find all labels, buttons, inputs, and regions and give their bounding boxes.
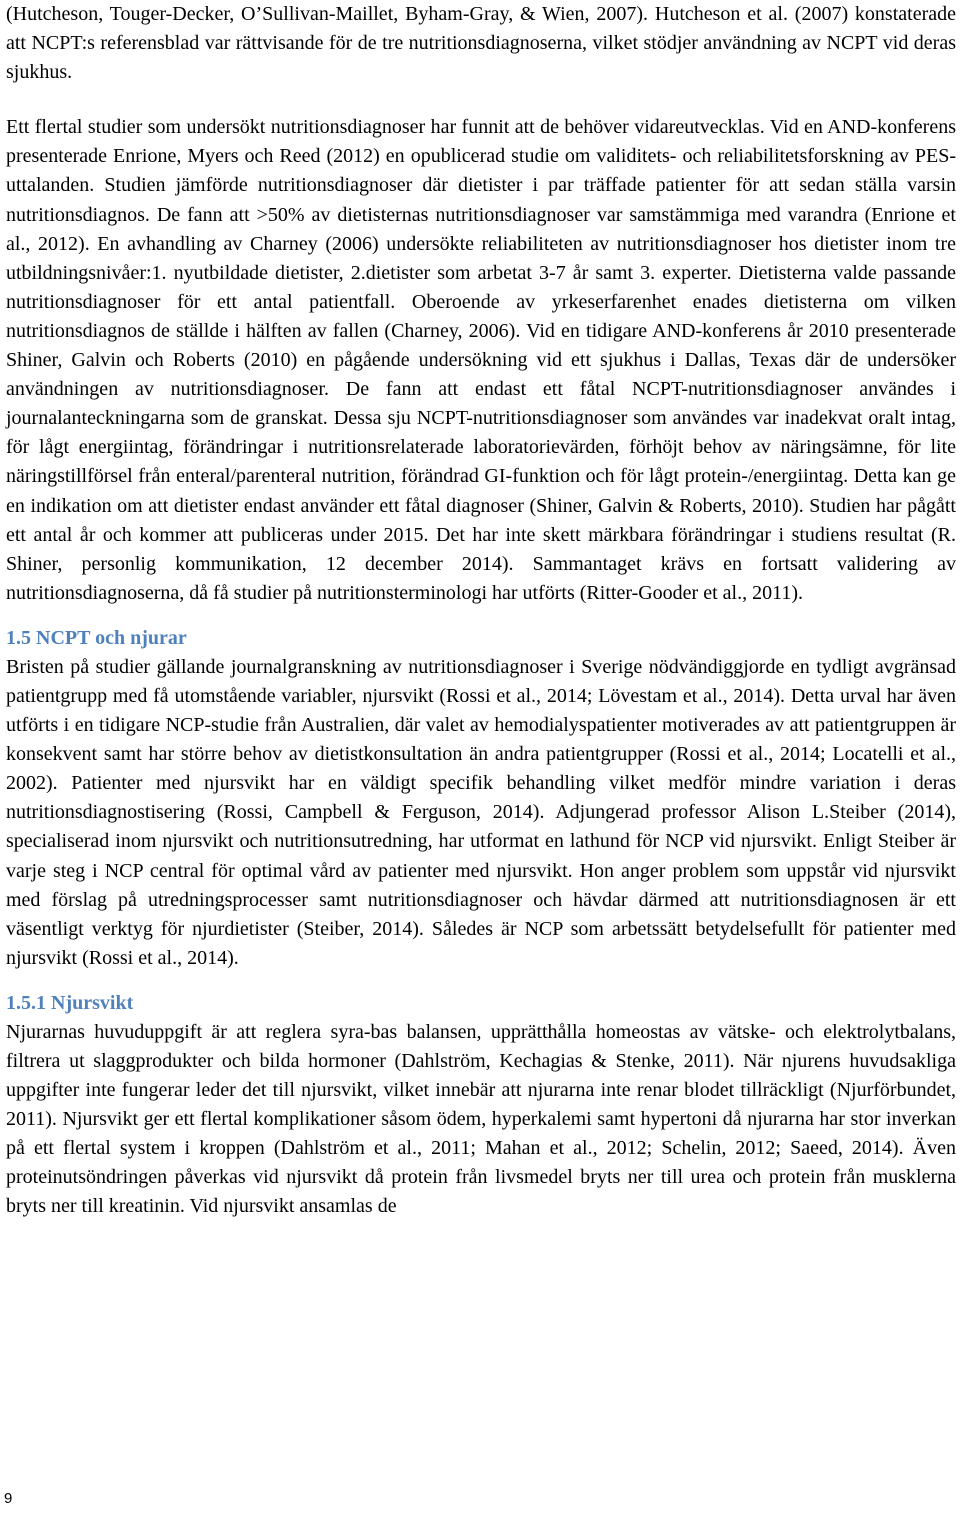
paragraph-njursvikt: Njurarnas huvuduppgift är att reglera syra-bas balansen, upprätthålla homeostas av vätske- och elektrolytbalans, filtrera ut slaggprodukter och bilda hormoner (Dahlström, Kechagias & Stenke, 2011). När njurens huvudsakliga uppgifter inte fungerar leder det till njursvikt, vilket innebär att njurarna inte renar blodet tillräckligt (Njurförbundet, 2011). Njursvikt ger ett flertal komplikationer såsom ödem, hyperkalemi samt hypertoni då njurarna har stor inverkan på ett flertal system i kroppen (Dahlström et al., 2011; Mahan et al., 2012; Schelin, 2012; Saeed, 2014). Även proteinutsöndringen påverkas vid njursvikt då protein från livsmedel bryts ner till urea och protein från musklerna bryts ner till kreatinin. Vid njursvikt ansamlas de [6, 1020, 956, 1218]
paragraph-studies: Ett flertal studier som undersökt nutritionsdiagnoser har funnit att de behöver vidareutvecklas. Vid en AND-konferens presenterade Enrione, Myers och Reed (2012) en opublicerad studie om validitets- och reliabilitetsforskning av PES-uttalanden. Studien jämförde nutritionsdiagnoser där dietister i par träffade patienter för att sedan ställa varsin nutritionsdiagnos. De fann att >50% av dietisternas nutritionsdiagnoser var samstämmiga med varandra (Enrione et al., 2012). En avhandling av Charney (2006) undersökte reliabiliteten av nutritionsdiagnoser hos dietister inom tre utbildningsnivåer:1. nyutbildade dietister, 2.dietister som arbetat 3-7 år samt 3. experter. Dietisterna valde passande nutritionsdiagnoser för ett antal patientfall. Oberoende av yrkeserfarenhet enades dietisterna om vilken nutritionsdiagnos de ställde i hälften av fallen (Charney, 2006). Vid en tidigare AND-konferens år 2010 presenterade Shiner, Galvin och Roberts (2010) en pågående undersökning vid ett sjukhus i Dallas, Texas där de undersöker användningen av nutritionsdiagnoser. De fann att endast ett fåtal NCPT-nutritionsdiagnoser användes i journalanteckningarna som de granskat. Dessa sju NCPT-nutritionsdiagnoser som användes var inadekvat oralt intag, för lågt energiintag, förändringar i nutritionsrelaterade laboratorievärden, förhöjt behov av näringsämne, för lite näringstillförsel från enteral/parenteral nutrition, förändrad GI-funktion och för lågt protein-/energiintag. Detta kan ge en indikation om att dietister endast använder ett fåtal diagnoser (Shiner, Galvin & Roberts, 2010). Studien har pågått ett antal år och kommer att publiceras under 2015. Det har inte skett märkbara förändringar i studiens resultat (R. Shiner, personlig kommunikation, 12 december 2014). Sammantaget krävs en fortsatt validering av nutritionsdiagnoserna, då få studier på nutritionsterminologi har utförts (Ritter-Gooder et al., 2011). [6, 116, 956, 604]
paragraph-ncpt-njurar: Bristen på studier gällande journalgranskning av nutritionsdiagnoser i Sverige nödvändiggjorde en tydligt avgränsad patientgrupp med få utomstående variabler, njursvikt (Rossi et al., 2014; Lövestam et al., 2014). Detta urval har även utförts i en tidigare NCP-studie från Australien, där valet av hemodialyspatienter motiverades av att patientgruppen är konsekvent samt har större behov av dietistkonsultation än andra patientgrupper (Rossi et al., 2014; Locatelli et al., 2002). Patienter med njursvikt har en väldigt specifik behandling vilket medför mindre variation i deras nutritionsdiagnostisering (Rossi, Campbell & Ferguson, 2014). Adjungerad professor Alison L.Steiber (2014), specialiserad inom njursvikt och nutritionsutredning, har utformat en lathund för NCP vid njursvikt. Enligt Steiber är varje steg i NCP central för optimal vård av patienter med njursvikt. Hon anger problem som uppstår vid njursvikt med förslag på utredningsprocesser samt nutritionsdiagnoser och hävdar därmed att nutritionsdiagnosen är ett väsentligt verktyg för njurdietister (Steiber, 2014). Således är NCP som arbetssätt betydelsefullt för patienter med njursvikt (Rossi et al., 2014). [6, 655, 956, 969]
paragraph-hutcheson: (Hutcheson, Touger-Decker, O’Sullivan-Maillet, Byham-Gray, & Wien, 2007). Hutcheson et al. (2007) konstaterade att NCPT:s referensblad var rättvisande för de tre nutritionsdiagnoserna, vilket stödjer användning av NCPT vid deras sjukhus. [6, 3, 956, 84]
page-number: 9 [4, 1490, 13, 1507]
section-heading-ncpt-och-njurar: 1.5 NCPT och njurar [6, 626, 187, 649]
document-page [6, 0, 956, 1222]
section-heading-njursvikt: 1.5.1 Njursvikt [6, 991, 134, 1014]
